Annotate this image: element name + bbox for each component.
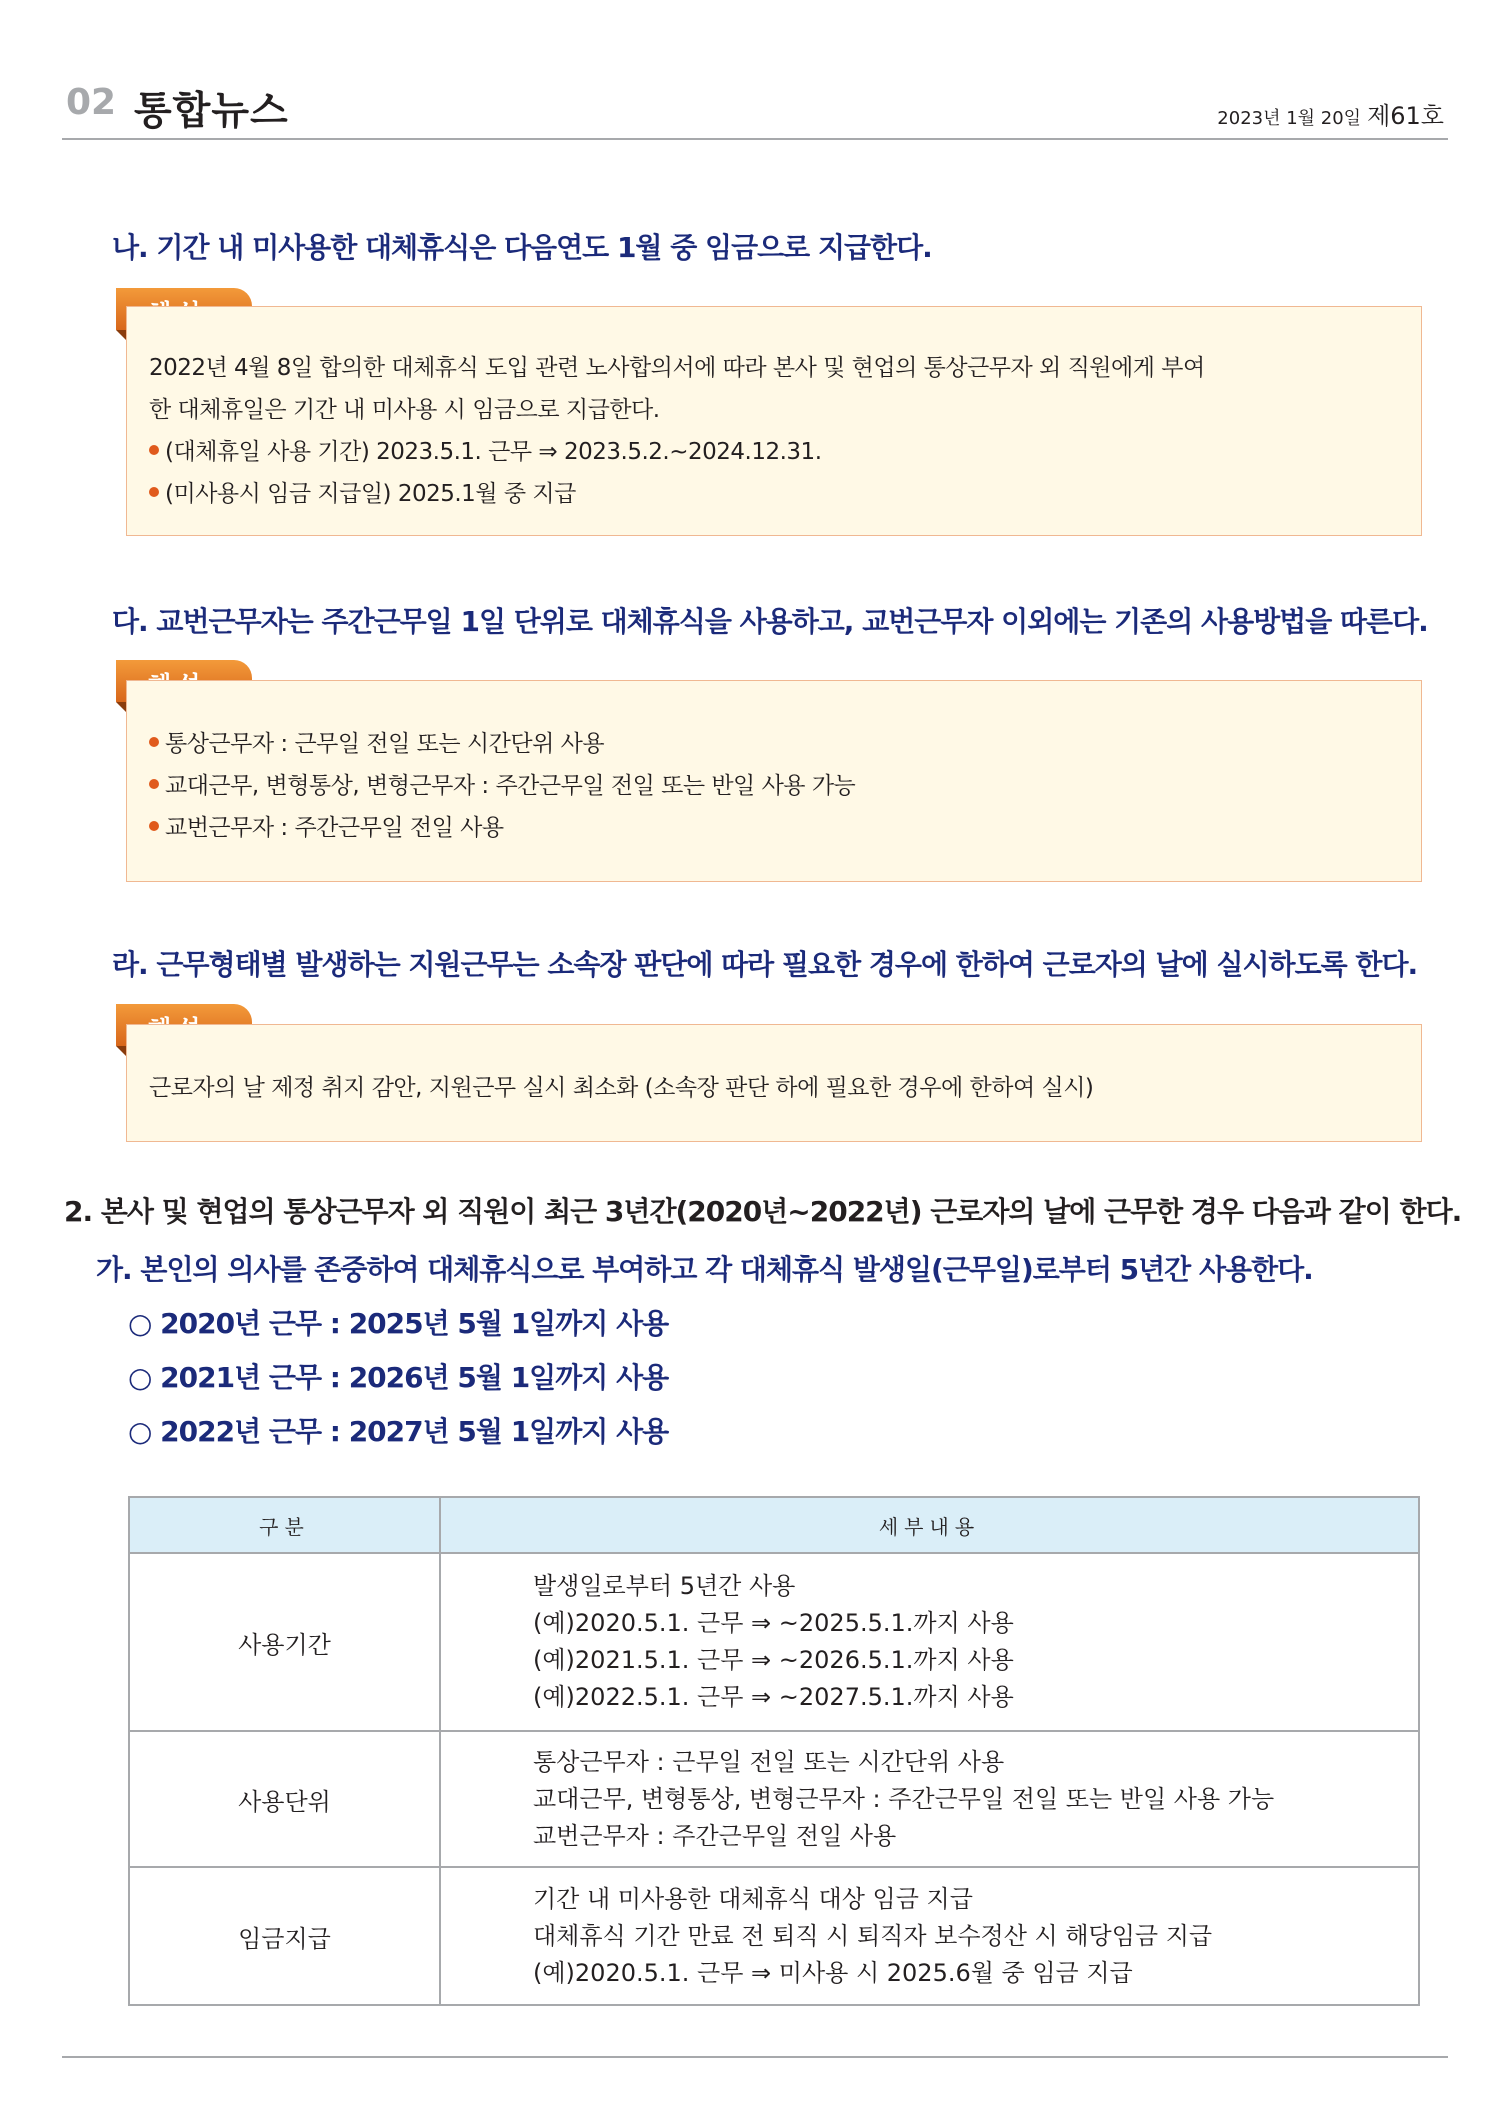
- column-header: 세부내용: [440, 1497, 1419, 1553]
- table-header-row: [129, 1497, 1419, 1553]
- detail-line: 기간 내 미사용한 대체휴식 대상 임금 지급: [533, 1884, 973, 1913]
- detail-line: (예)2021.5.1. 근무 ⇒ ~2026.5.1.까지 사용: [533, 1646, 1014, 1674]
- column-header: 구분: [129, 1497, 440, 1553]
- section-na-heading: 나. 기간 내 미사용한 대체휴식은 다음연도 1월 중 임금으로 지급한다.: [112, 231, 932, 264]
- table-row: [129, 1553, 1419, 1731]
- issue-number: 제61호: [1367, 102, 1444, 130]
- row-details: [440, 1553, 1419, 1731]
- detail-line: 교번근무자 : 주간근무일 전일 사용: [533, 1821, 897, 1850]
- page-number: 02: [66, 82, 117, 123]
- detail-line: 발생일로부터 5년간 사용: [533, 1572, 796, 1600]
- row-details: [440, 1731, 1419, 1867]
- issue-date: [1217, 96, 1444, 131]
- commentary-bullet: 교번근무자 : 주간근무일 전일 사용: [149, 809, 504, 842]
- row-category: 사용기간: [129, 1553, 440, 1731]
- footer-rule: [62, 2056, 1448, 2058]
- section-title: 통합뉴스: [134, 89, 289, 134]
- detail-line: (예)2020.5.1. 근무 ⇒ ~2025.5.1.까지 사용: [533, 1609, 1014, 1637]
- commentary-box: [126, 1024, 1422, 1142]
- bullet-dot: [149, 821, 159, 831]
- detail-line: 교대근무, 변형통상, 변형근무자 : 주간근무일 전일 또는 반일 사용 가능: [533, 1784, 1275, 1813]
- commentary-box: [126, 680, 1422, 882]
- detail-line: (예)2020.5.1. 근무 ⇒ 미사용 시 2025.6월 중 임금 지급: [533, 1958, 1133, 1987]
- bullet-dot: [149, 445, 159, 455]
- commentary-box: [126, 306, 1422, 536]
- row-category: 사용단위: [129, 1731, 440, 1867]
- commentary-line: 2022년 4월 8일 합의한 대체휴식 도입 관련 노사합의서에 따라 본사 및 현업의 통상근무자 외 직원에게 부여: [149, 355, 1205, 381]
- bullet-dot: [149, 487, 159, 497]
- detail-line: 대체휴식 기간 만료 전 퇴직 시 퇴직자 보수정산 시 해당임금 지급: [533, 1921, 1213, 1950]
- bullet-dot: [149, 779, 159, 789]
- row-category: 임금지급: [129, 1867, 440, 2005]
- table-row: [129, 1731, 1419, 1867]
- usage-deadline-item: ○ 2021년 근무 : 2026년 5월 1일까지 사용: [128, 1361, 669, 1394]
- section-da-heading: 다. 교번근무자는 주간근무일 1일 단위로 대체휴식을 사용하고, 교번근무자 이외에는 기존의 사용방법을 따른다.: [112, 605, 1428, 638]
- page-header: [62, 78, 1448, 140]
- details-table: [128, 1496, 1420, 2006]
- commentary-bullet: (대체휴일 사용 기간) 2023.5.1. 근무 ⇒ 2023.5.2.~2024.12.31.: [149, 433, 822, 466]
- usage-deadline-item: ○ 2022년 근무 : 2027년 5월 1일까지 사용: [128, 1415, 669, 1448]
- section-ra-heading: 라. 근무형태별 발생하는 지원근무는 소속장 판단에 따라 필요한 경우에 한하여 근로자의 날에 실시하도록 한다.: [112, 948, 1418, 981]
- detail-line: 통상근무자 : 근무일 전일 또는 시간단위 사용: [533, 1747, 1005, 1776]
- commentary-line: 근로자의 날 제정 취지 감안, 지원근무 실시 최소화 (소속장 판단 하에 필요한 경우에 한하여 실시): [149, 1075, 1094, 1101]
- commentary-line: 한 대체휴일은 기간 내 미사용 시 임금으로 지급한다.: [149, 397, 660, 423]
- commentary-bullet: (미사용시 임금 지급일) 2025.1월 중 지급: [149, 475, 576, 508]
- item-2-subheading: 가. 본인의 의사를 존중하여 대체휴식으로 부여하고 각 대체휴식 발생일(근무일)로부터 5년간 사용한다.: [96, 1253, 1313, 1286]
- commentary-bullet: 통상근무자 : 근무일 전일 또는 시간단위 사용: [149, 725, 604, 758]
- row-details: [440, 1867, 1419, 2005]
- usage-deadline-item: ○ 2020년 근무 : 2025년 5월 1일까지 사용: [128, 1307, 669, 1340]
- detail-line: (예)2022.5.1. 근무 ⇒ ~2027.5.1.까지 사용: [533, 1683, 1014, 1711]
- table-row: [129, 1867, 1419, 2005]
- commentary-bullet: 교대근무, 변형통상, 변형근무자 : 주간근무일 전일 또는 반일 사용 가능: [149, 767, 855, 800]
- date-text: 2023년 1월 20일: [1217, 108, 1362, 129]
- bullet-dot: [149, 737, 159, 747]
- item-2-heading: 2. 본사 및 현업의 통상근무자 외 직원이 최근 3년간(2020년~2022년) 근로자의 날에 근무한 경우 다음과 같이 한다.: [64, 1195, 1462, 1228]
